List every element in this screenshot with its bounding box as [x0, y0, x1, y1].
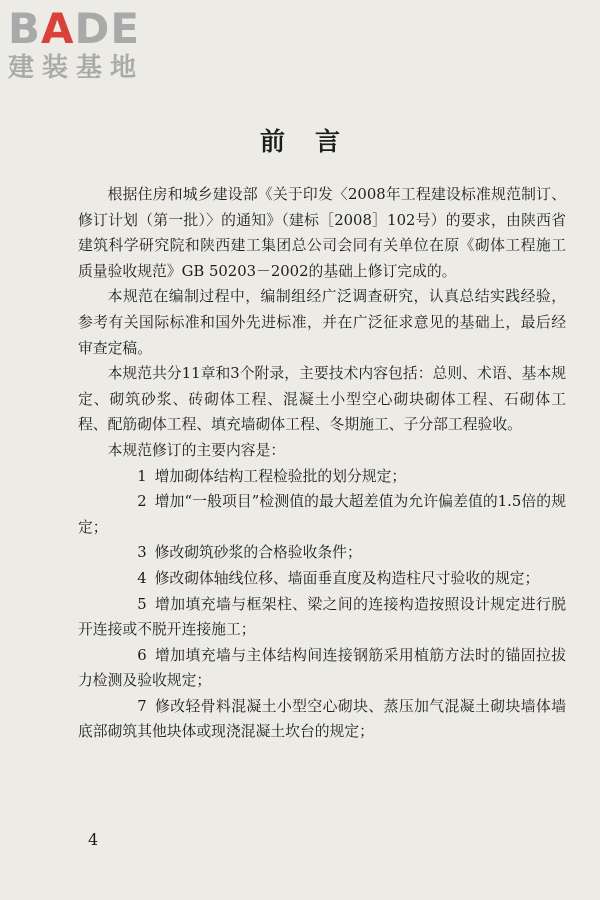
- logo-letters-de: DE: [74, 4, 141, 53]
- logo-wordmark: [8, 6, 178, 52]
- list-item-number: 1: [137, 467, 147, 485]
- list-item-number: 2: [137, 493, 147, 511]
- list-item-text: 修改砌体轴线位移、墙面垂直度及构造柱尺寸验收的规定；: [154, 569, 540, 587]
- list-item: [78, 489, 566, 540]
- list-item-number: 3: [137, 544, 147, 562]
- list-item-number: 7: [137, 697, 147, 715]
- list-item: [78, 540, 566, 566]
- brand-logo: [8, 6, 178, 84]
- paragraph-process: 本规范在编制过程中，编制组经广泛调查研究，认真总结实践经验，参考有关国际标准和国外先进标准，并在广泛征求意见的基础上，最后经审查定稿。: [78, 288, 566, 357]
- paragraph-intro: 根据住房和城乡建设部《关于印发〈2008年工程建设标准规范制订、修订计划（第一批）〉的通知》（建标［2008］102号）的要求，由陕西省建筑科学研究院和陕西建工集团总公司会同有关单位在原《砌体工程施工质量验收规范》GB 50203－2002的基础上修订完成的。: [78, 186, 566, 280]
- list-item-text: 增加“一般项目”检测值的最大超差值为允许偏差值的1.5倍的规定；: [78, 493, 566, 536]
- list-item: [78, 694, 566, 745]
- list-item: [78, 592, 566, 643]
- list-item-text: 修改砌筑砂浆的合格验收条件；: [154, 544, 362, 562]
- list-item-text: 增加填充墙与框架柱、梁之间的连接构造按照设计规定进行脱开连接或不脱开连接施工；: [78, 595, 566, 639]
- list-item-number: 6: [137, 646, 147, 664]
- list-item-number: 4: [137, 569, 147, 587]
- page-number: 4: [88, 830, 99, 849]
- logo-letter-a: A: [41, 4, 75, 53]
- list-item-text: 修改轻骨料混凝土小型空心砌块、蒸压加气混凝土砌块墙体墙底部砌筑其他块体或现浇混凝土坎台的规定；: [78, 697, 566, 741]
- list-item-text: 增加砌体结构工程检验批的划分规定；: [154, 467, 407, 485]
- page-title: 前言: [259, 127, 370, 156]
- paragraph-contents: 本规范共分11章和3个附录，主要技术内容包括：总则、术语、基本规定、砌筑砂浆、砖砌体工程、混凝土小型空心砌块砌体工程、石砌体工程、配筋砌体工程、填充墙砌体工程、冬期施工、子分部工程验收。: [78, 365, 566, 434]
- document-body: [78, 182, 566, 745]
- list-item-text: 增加填充墙与主体结构间连接钢筋采用植筋方法时的锚固拉拔力检测及验收规定；: [78, 646, 566, 690]
- list-item-number: 5: [137, 595, 147, 613]
- list-item: [78, 566, 566, 592]
- list-item: [78, 643, 566, 694]
- list-item: [78, 464, 566, 490]
- logo-subtitle: 建装基地: [8, 53, 145, 83]
- paragraph-changes-heading: 本规范修订的主要内容是：: [107, 441, 286, 459]
- logo-letter-b: B: [8, 4, 42, 53]
